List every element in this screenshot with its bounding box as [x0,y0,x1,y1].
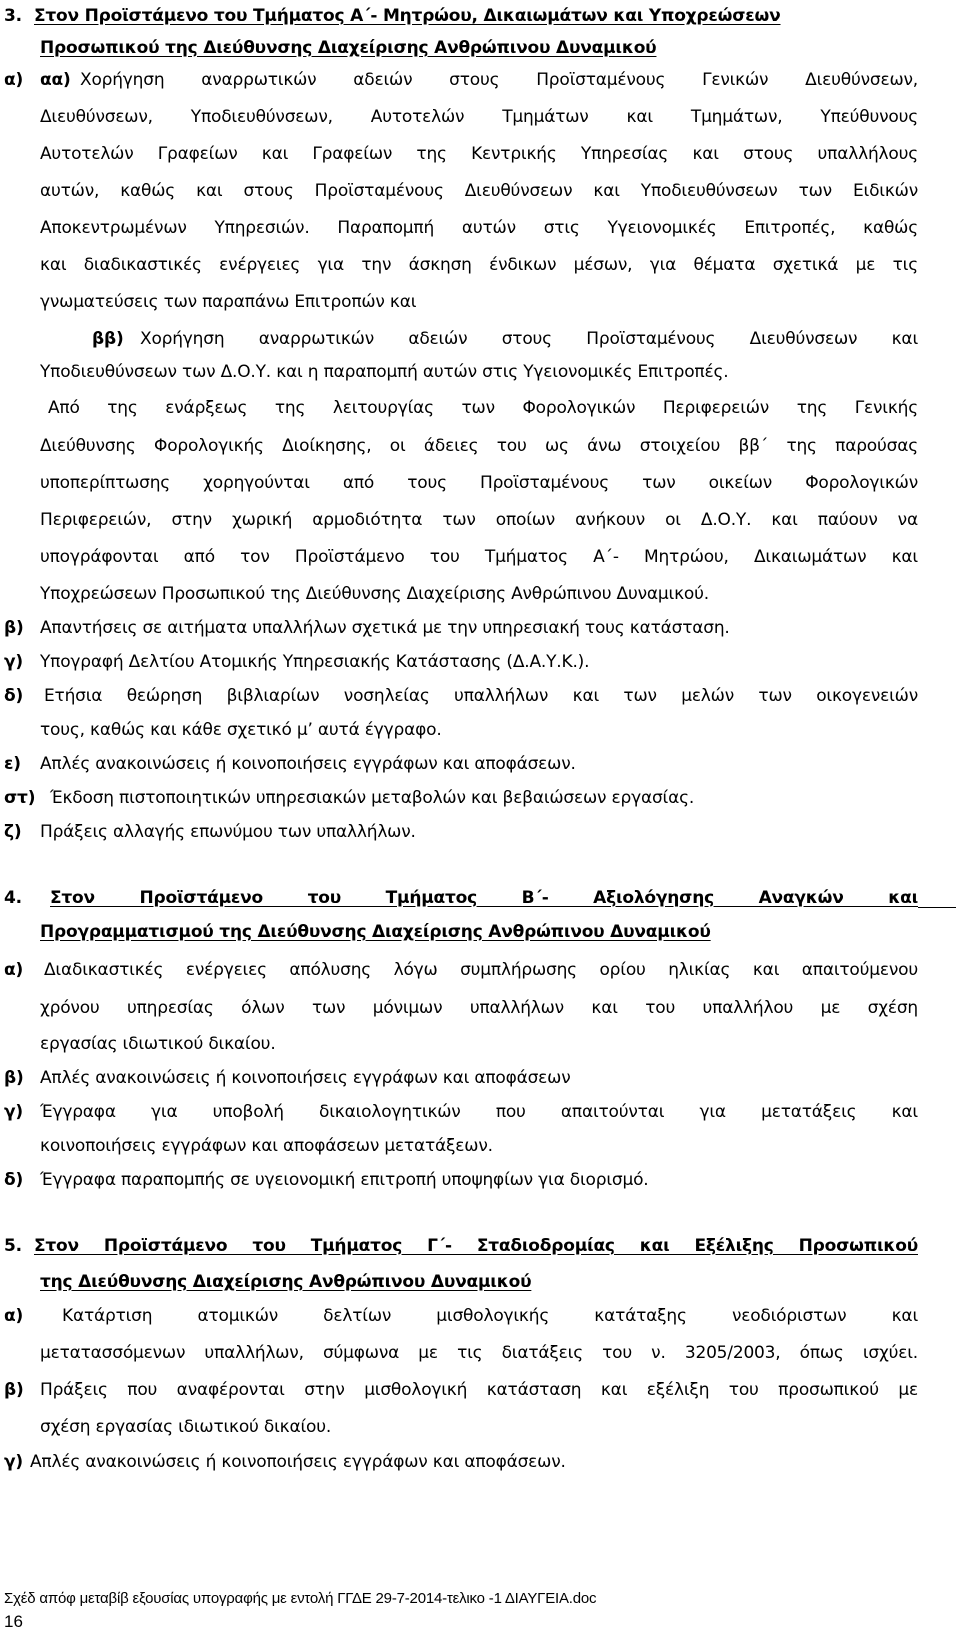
s5-item-b-line2: σχέση εργασίας ιδιωτικού δικαίου. [40,1417,332,1437]
section5-number: 5. [4,1236,22,1256]
item-aa-line4: αυτών, καθώς και στους Προϊσταμένους Διευθύνσεων και Υποδιευθύνσεων των Ειδικών [40,181,918,201]
s4-item-a-label: α) [4,960,24,980]
s4-item-d-text: Έγγραφα παραπομπής σε υγειονομική επιτροπή υποψηφίων για διορισμό. [40,1170,649,1190]
item-aa-line5: Αποκεντρωμένων Υπηρεσιών. Παραπομπή αυτών στις Υγειονομικές Επιτροπές, καθώς [40,218,918,238]
page-number: 16 [4,1612,23,1631]
s4-item-d-label: δ) [4,1170,24,1190]
item-bb-label: ββ) [92,329,124,349]
item-aa-line6: και διαδικαστικές ενέργειες για την άσκηση ένδικων μέσων, για θέματα σχετικά με τις [40,255,918,275]
item-bb-line2: Υποδιευθύνσεων των Δ.Ο.Υ. και η παραπομπή αυτών στις Υγειονομικές Επιτροπές. [40,362,729,382]
item-st-text: Έκδοση πιστοποιητικών υπηρεσιακών μεταβολών και βεβαιώσεων εργασίας. [50,788,695,808]
section3-heading-line1: Στον Προϊστάμενο του Τμήματος Α΄- Μητρώου, Δικαιωμάτων και Υποχρεώσεων [34,6,781,26]
item-aa-line3: Αυτοτελών Γραφείων και Γραφείων της Κεντρικής Υπηρεσίας και στους υπαλλήλους [40,144,918,164]
s5-item-a-line2: μετατασσόμενων υπαλλήλων, σύμφωνα με τις διατάξεις του ν. 3205/2003, όπως ισχύει. [40,1343,918,1363]
item-b-text: Απαντήσεις σε αιτήματα υπαλλήλων σχετικά με την υπηρεσιακή τους κατάσταση. [40,618,730,638]
s5-item-a-line1: Κατάρτιση ατομικών δελτίων μισθολογικής κατάταξης νεοδιόριστων και [62,1306,918,1326]
item-aa-line2: Διευθύνσεων, Υποδιευθύνσεων, Αυτοτελών Τμημάτων και Τμημάτων, Υπεύθυνους [40,107,918,127]
section3-heading-line2: Προσωπικού της Διεύθυνσης Διαχείρισης Ανθρώπινου Δυναμικού [40,38,657,58]
s4-item-b-text: Απλές ανακοινώσεις ή κοινοποιήσεις εγγράφων και αποφάσεων [40,1068,571,1088]
section5-heading-line2: της Διεύθυνσης Διαχείρισης Ανθρώπινου Δυναμικού [40,1272,532,1292]
item-d-label: δ) [4,686,24,706]
section4-number: 4. [4,888,22,908]
section5-heading-line1: Στον Προϊστάμενο του Τμήματος Γ΄- Σταδιοδρομίας και Εξέλιξης Προσωπικού [34,1236,918,1256]
item-aa-line7: γνωματεύσεις των παραπάνω Επιτροπών και [40,292,417,312]
s5-item-b-label: β) [4,1380,24,1400]
paragraph-line4: Περιφερειών, στην χωρική αρμοδιότητα των οποίων ανήκουν οι Δ.Ο.Υ. και παύουν να [40,510,918,530]
paragraph-line1: Από της ενάρξεως της λειτουργίας των Φορολογικών Περιφερειών της Γενικής [48,398,918,418]
s5-item-a-label: α) [4,1306,24,1326]
section4-heading-line1: Στον Προϊστάμενο του Τμήματος Β΄- Αξιολόγησης Αναγκών και [50,888,918,908]
s4-item-a-line1: Διαδικαστικές ενέργειες απόλυσης λόγω συμπλήρωσης ορίου ηλικίας και απαιτούμενου [44,960,918,980]
item-aa-label: αα) [40,70,71,90]
paragraph-line6: Υποχρεώσεων Προσωπικού της Διεύθυνσης Διαχείρισης Ανθρώπινου Δυναμικού. [40,584,709,604]
section4-heading-rule [918,907,956,908]
item-d-line2: τους, καθώς και κάθε σχετικό μ’ αυτά έγγραφο. [40,720,442,740]
item-b-label: β) [4,618,24,638]
s5-item-b-line1: Πράξεις που αναφέρονται στην μισθολογική κατάσταση και εξέλιξη του προσωπικού με [40,1380,918,1400]
s4-item-c-label: γ) [4,1102,23,1122]
s4-item-c-line1: Έγγραφα για υποβολή δικαιολογητικών που απαιτούνται για μετατάξεις και [40,1102,918,1122]
item-z-text: Πράξεις αλλαγής επωνύμου των υπαλλήλων. [40,822,416,842]
s4-item-a-line3: εργασίας ιδιωτικού δικαίου. [40,1034,276,1054]
item-bb-line1: Χορήγηση αναρρωτικών αδειών στους Προϊσταμένους Διευθύνσεων και [140,329,918,349]
item-aa-line1: Χορήγηση αναρρωτικών αδειών στους Προϊσταμένους Γενικών Διευθύνσεων, [80,70,918,90]
s4-item-b-label: β) [4,1068,24,1088]
s4-item-a-line2: χρόνου υπηρεσίας όλων των μόνιμων υπαλλήλων και του υπαλλήλου με σχέση [40,998,918,1018]
section4-heading-line2: Προγραμματισμού της Διεύθυνσης Διαχείρισης Ανθρώπινου Δυναμικού [40,922,711,942]
paragraph-line5: υπογράφονται από τον Προϊστάμενο του Τμήματος Α΄- Μητρώου, Δικαιωμάτων και [40,547,918,567]
s5-item-c-text: Απλές ανακοινώσεις ή κοινοποιήσεις εγγράφων και αποφάσεων. [30,1452,566,1472]
s4-item-c-line2: κοινοποιήσεις εγγράφων και αποφάσεων μετατάξεων. [40,1136,493,1156]
item-e-label: ε) [4,754,21,774]
item-z-label: ζ) [4,822,22,842]
paragraph-line3: υποπερίπτωσης χορηγούνται από τους Προϊσταμένους των οικείων Φορολογικών [40,473,918,493]
item-c-text: Υπογραφή Δελτίου Ατομικής Υπηρεσιακής Κατάστασης (Δ.Α.Υ.Κ.). [40,652,590,672]
item-e-text: Απλές ανακοινώσεις ή κοινοποιήσεις εγγράφων και αποφάσεων. [40,754,576,774]
section3-number: 3. [4,6,22,26]
item-a-label: α) [4,70,24,90]
item-c-label: γ) [4,652,23,672]
item-d-line1: Ετήσια θεώρηση βιβλιαρίων νοσηλείας υπαλλήλων και των μελών των οικογενειών [44,686,918,706]
paragraph-line2: Διεύθυνσης Φορολογικής Διοίκησης, οι άδειες του ως άνω στοιχείου ββ΄ της παρούσας [40,436,918,456]
footer-filename: Σχέδ απόφ μεταβίβ εξουσίας υπογραφής με εντολή ΓΓΔΕ 29-7-2014-τελικο -1 ΔΙΑΥΓΕΙΑ.doc [4,1590,597,1607]
s5-item-c-label: γ) [4,1452,23,1472]
item-st-label: στ) [4,788,36,808]
